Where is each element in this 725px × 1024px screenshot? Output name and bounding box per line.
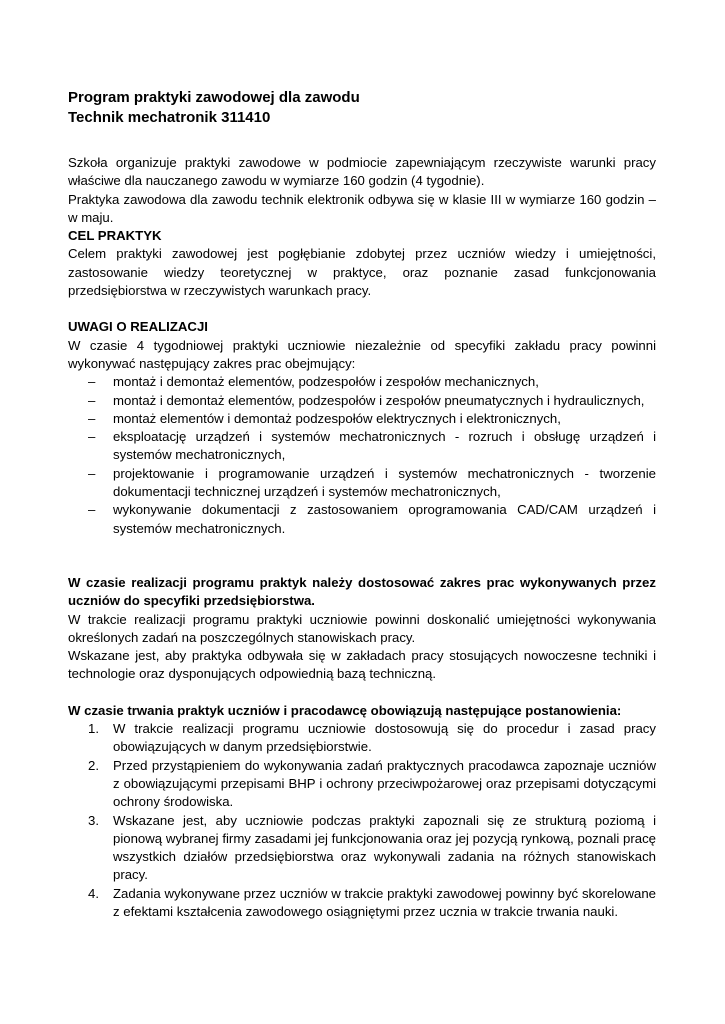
cel-text: Celem praktyki zawodowej jest pogłębianie zdobytej przez uczniów wiedzy i umiejętności, zastosowanie wiedzy teoretycznej w praktyce, oraz poznanie zasad funkcjonowania przedsiębiorstwa w rzeczywistych warunkach pracy. [68, 246, 656, 299]
rule-number: 2. [88, 757, 99, 773]
scope-item: – eksploatację urządzeń i systemów mechatronicznych - rozruch i obsługę urządzeń i systemów mechatronicznych, [68, 428, 656, 465]
postanowienia-heading: W czasie trwania praktyk uczniów i pracodawcę obowiązują następujące postanowienia: [68, 702, 622, 718]
scope-item: – projektowanie i programowanie urządzeń i systemów mechatronicznych - tworzenie dokumentacji technicznej urządzeń i systemów mechatronicznych, [68, 465, 656, 502]
scope-item: – montaż i demontaż elementów, podzespołów i zespołów mechanicznych, [68, 373, 656, 391]
cel-heading: CEL PRAKTYK [68, 228, 162, 244]
uwagi-heading: UWAGI O REALIZACJI [68, 319, 208, 335]
uwagi-text: W czasie 4 tygodniowej praktyki uczniowie niezależnie od specyfiki zakładu pracy powinni wykonywać następujący zakres prac obejmujący: [68, 337, 656, 371]
title-line-2: Technik mechatronik 311410 [68, 109, 271, 126]
scope-item: – montaż elementów i demontaż podzespołów elektrycznych i elektronicznych, [68, 410, 656, 428]
realizacja-text: W trakcie realizacji programu praktyki uczniowie powinni doskonalić umiejętności wykonywania określonych zadań na poszczególnych stanowiskach pracy. [68, 611, 656, 645]
scope-item: – wykonywanie dokumentacji z zastosowaniem oprogramowania CAD/CAM urządzeń i systemów mechatronicznych. [68, 501, 656, 538]
rule-item [68, 812, 656, 885]
rule-text: Wskazane jest, aby uczniowie podczas praktyki zapoznali się ze strukturą poziomą i pionową wybranej firmy zasadami jej funkcjonowania oraz jej pozycją rynkową, poznali pracę wszystkich działów przedsiębiorstwa oraz wykonywali zadania na różnych stanowiskach pracy. [113, 812, 656, 883]
rule-item [68, 885, 656, 922]
rule-number: 1. [88, 721, 99, 737]
scope-list [68, 373, 656, 538]
wskazane-text: Wskazane jest, aby praktyka odbywała się w zakładach pracy stosujących nowoczesne techniki i technologie oraz dysponujących odpowiednią bazą techniczną. [68, 648, 656, 682]
document-page [68, 88, 656, 921]
rule-item [68, 720, 656, 757]
rules-list [68, 720, 656, 921]
realizacja-bold-paragraph: W czasie realizacji programu praktyk należy dostosować zakres prac wykonywanych przez uczniów do specyfiki przedsiębiorstwa. [68, 574, 656, 609]
rule-text: W trakcie realizacji programu uczniowie dostosowują się do procedur i zasad pracy obowiązujących w danym przedsiębiorstwie. [113, 721, 656, 755]
intro-paragraph-1: Szkoła organizuje praktyki zawodowe w podmiocie zapewniającym rzeczywiste warunki pracy właściwe dla nauczanego zawodu w wymiarze 160 godzin (4 tygodnie). [68, 155, 656, 189]
rule-text: Przed przystąpieniem do wykonywania zadań praktycznych pracodawca zapoznaje uczniów z obowiązującymi przepisami BHP i ochrony przeciwpożarowej oraz przepisami dotyczącymi ochrony środowiska. [113, 757, 656, 810]
rule-item [68, 757, 656, 812]
rule-number: 3. [88, 812, 99, 828]
intro-paragraph-2: Praktyka zawodowa dla zawodu technik elektronik odbywa się w klasie III w wymiarze 160 godzin – w maju. [68, 191, 656, 225]
rule-number: 4. [88, 885, 99, 901]
scope-item: – montaż i demontaż elementów, podzespołów i zespołów pneumatycznych i hydraulicznych, [68, 392, 656, 410]
rule-text: Zadania wykonywane przez uczniów w trakcie praktyki zawodowej powinny być skorelowane z efektami kształcenia zawodowego osiągniętymi przez ucznia w trakcie trwania nauki. [113, 885, 656, 919]
title-line-1: Program praktyki zawodowej dla zawodu [68, 89, 360, 106]
